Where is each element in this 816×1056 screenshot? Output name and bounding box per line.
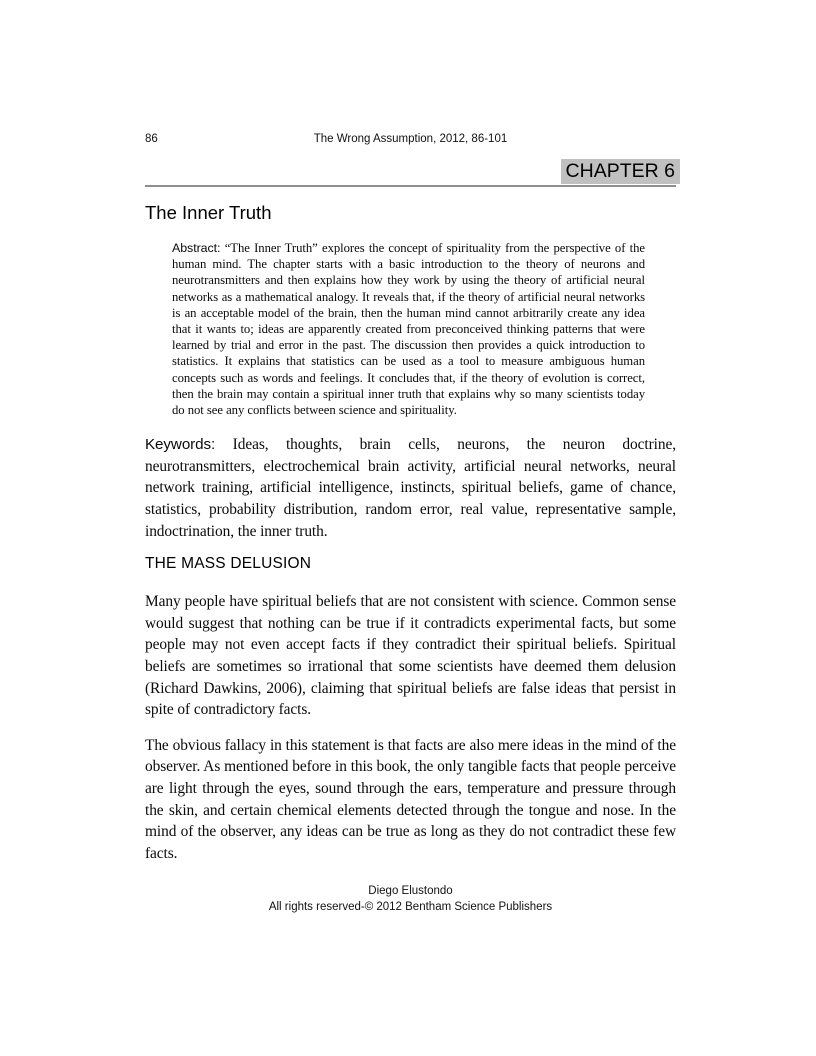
body-paragraph-2: The obvious fallacy in this statement is that facts are also mere ideas in the mind of the observer. As mentioned before in this book, the only tangible facts that people perceive are light through the eyes, sound through the ears, temperature and pressure through the skin, and certain chemical elements detected through the tongue and nose. In the mind of the observer, any ideas can be true as long as they do not contradict these few facts.: [145, 736, 676, 862]
section-heading: THE MASS DELUSION: [145, 555, 312, 573]
page-header: [145, 132, 676, 146]
abstract-text: “The Inner Truth” explores the concept of spirituality from the perspective of the human mind. The chapter starts with a basic introduction to the theory of neurons and neurotransmitters and then explains how they work by using the theory of artificial neural networks as a mathematical analogy. It reveals that, if the theory of artificial neural networks is an acceptable model of the brain, then the human mind cannot arbitrarily create any idea that it wants to; ideas are apparently created from preconceived thinking patterns that were learned by trial and error in the past. The discussion then provides a quick introduction to statistics. It explains that statistics can be used as a tool to measure ambiguous human concepts such as words and feelings. It concludes that, if the theory of evolution is correct, then the brain may contain a spiritual inner truth that explains why so many scientists today do not see any conflicts between science and spirituality.: [172, 241, 645, 418]
page-number: 86: [145, 133, 158, 145]
keywords-label: Keywords:: [145, 436, 216, 454]
header-rule: [145, 185, 676, 187]
chapter-title: The Inner Truth: [145, 202, 272, 223]
running-title: The Wrong Assumption, 2012, 86-101: [313, 133, 508, 145]
keywords-text: Ideas, thoughts, brain cells, neurons, the neuron doctrine, neurotransmitters, electrochemical brain activity, artificial neural networks, neural network training, artificial intelligence, instincts, spiritual beliefs, game of chance, statistics, probability distribution, random error, real value, representative sample, indoctrination, the inner truth.: [145, 436, 676, 540]
chapter-badge: CHAPTER 6: [561, 159, 680, 184]
page-footer: [145, 884, 676, 916]
footer-rights: All rights reserved-© 2012 Bentham Science Publishers: [268, 901, 553, 914]
keywords-paragraph: [145, 434, 676, 542]
footer-author: Diego Elustondo: [368, 885, 453, 898]
chapter-row: [145, 159, 676, 184]
abstract-paragraph: [145, 240, 676, 418]
body-paragraph-1: Many people have spiritual beliefs that are not consistent with science. Common sense would suggest that nothing can be true if it contradicts experimental facts, but some people may not even accept facts if they contradict their spiritual beliefs. Spiritual beliefs are sometimes so irrational that some scientists have deemed them delusion (Richard Dawkins, 2006), claiming that spiritual beliefs are false ideas that persist in spite of contradictory facts.: [145, 593, 676, 719]
abstract-label: Abstract:: [172, 241, 221, 255]
